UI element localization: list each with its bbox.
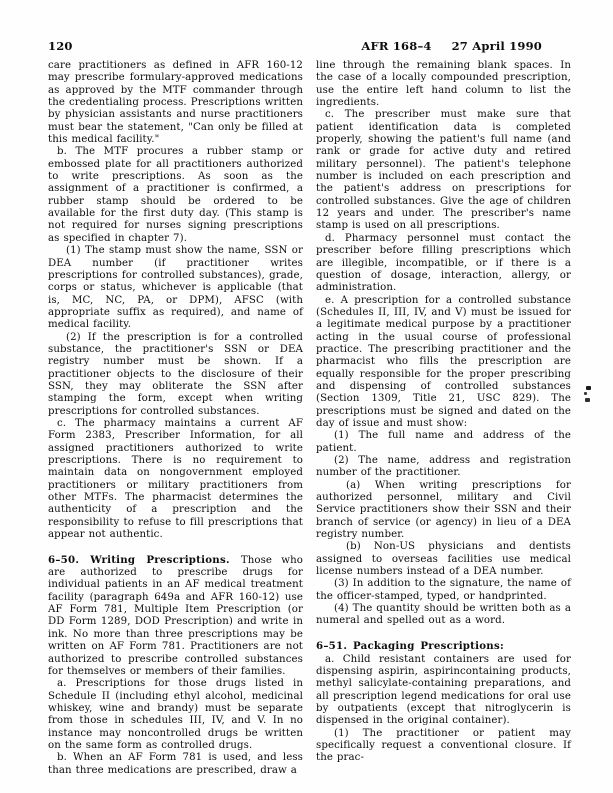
paragraph: c. The prescriber must make sure that patient identification data is completed properly, showing the patient's full name (and rank or grade for active duty and retired military personnel). The patient's telephone number is included on each prescription and the patient's address on prescriptions for controlled substances. Give the age of children 12 years and under. The prescriber's name stamp is used on all prescriptions.	[316, 109, 571, 232]
paragraph: c. The pharmacy maintains a current AF Form 2383, Prescriber Information, for all assigned practitioners authorized to write prescriptions. There is no requirement to maintain data on nongovernment employed practitioners or military practitioners from other MTFs. The pharmacist determines the authenticity of a prescription and the responsibility to refuse to fill prescriptions that appear not authentic.	[48, 417, 303, 541]
paragraph: (1) The practitioner or patient may specifically request a conventional closure. If the prac-	[316, 727, 571, 764]
paragraph: (4) The quantity should be written both as a numeral and spelled out as a word.	[316, 603, 571, 627]
ink-blot	[584, 392, 587, 395]
paragraph: (1) The full name and address of the patient.	[316, 430, 571, 454]
section-paragraph: 6–50. Writing Prescriptions. Those who are authorized to prescribe drugs for individual patients in an AF medical treatment facility (paragraph 649a and AFR 160-12) use AF Form 781, Multiple Item Prescription (or DD Form 1289, DOD Prescription) and write in ink. No more than three prescriptions may be written on AF Form 781. Practitioners are not authorized to prescribe controlled substances for themselves or members of their families.	[48, 553, 303, 677]
regulation-number: AFR 168–4	[361, 39, 432, 53]
paragraph: care practitioners as defined in AFR 160-12 may prescribe formulary-approved medications as approved by the MTF commander through the credentialing process. Prescriptions written by physician assistants and nurse practitioners must bear the statement, "Can only be filled at this medical facility."	[48, 60, 303, 146]
two-column-body	[48, 60, 571, 777]
page-number: 120	[48, 39, 73, 53]
ink-smudge-artifact	[584, 386, 592, 408]
paragraph: e. A prescription for a controlled substance (Schedules II, III, IV, and V) must be issued for a legitimate medical purpose by a practitioner acting in the usual course of professional practice. The prescribing practitioner and the pharmacist who fills the prescription are equally responsible for the proper prescribing and dispensing of controlled substances (Section 1309, Title 21, USC 829). The prescriptions must be signed and dated on the day of issue and must show:	[316, 294, 571, 429]
right-column	[316, 60, 571, 777]
paragraph: b. The MTF procures a rubber stamp or embossed plate for all practitioners authorized to write prescriptions. As soon as the assignment of a practitioner is confirmed, a rubber stamp should be ordered to be available for the first duty day. (This stamp is not required for nurses signing prescriptions as specified in chapter 7).	[48, 146, 303, 244]
paragraph: d. Pharmacy personnel must contact the prescriber before filling prescriptions which are illegible, incompatible, or if there is a question of dosage, interaction, allergy, or administration.	[316, 232, 571, 294]
paragraph: a. Prescriptions for those drugs listed in Schedule II (including ethyl alcohol, medicinal whiskey, wine and brandy) must be separate from those in schedules III, IV, and V. In no instance may noncontrolled drugs be written on the same form as controlled drugs.	[48, 678, 303, 751]
section-heading-label: 6–51. Packaging Prescriptions:	[316, 640, 504, 653]
paragraph: (b) Non-US physicians and dentists assigned to overseas facilities use medical license numbers instead of a DEA number.	[316, 541, 571, 578]
paragraph: (2) The name, address and registration number of the practitioner.	[316, 455, 571, 479]
ink-blot	[586, 386, 591, 390]
running-header	[48, 39, 571, 53]
paragraph: a. Child resistant containers are used for dispensing aspirin, aspirincontaining products, methyl salicylate-containing preparations, and all prescription legend medications for oral use by outpatients (except that nitroglycerin is dispensed in the original container).	[316, 653, 571, 727]
section-heading-label: 6–50. Writing Prescriptions.	[48, 553, 241, 566]
paragraph: (a) When writing prescriptions for authorized personnel, military and Civil Service practitioners show their SSN and their branch of service (or agency) in lieu of a DEA registry number.	[316, 479, 571, 541]
left-column	[48, 60, 303, 777]
ink-blot	[585, 398, 590, 402]
header-right-group	[361, 39, 571, 53]
regulation-date: 27 April 1990	[451, 39, 542, 53]
paragraph: (3) In addition to the signature, the name of the officer-stamped, typed, or handprinted.	[316, 578, 571, 602]
paragraph: (2) If the prescription is for a controlled substance, the practitioner's SSN or DEA registry number must be shown. If a practitioner objects to the disclosure of their SSN, they may obliterate the SSN after stamping the form, except when writing prescriptions for controlled substances.	[48, 331, 303, 417]
section-paragraph	[316, 640, 571, 653]
paragraph: line through the remaining blank spaces. In the case of a locally compounded prescription, use the entire left hand column to list the ingredients.	[316, 60, 571, 109]
paragraph: b. When an AF Form 781 is used, and less than three medications are prescribed, draw a	[48, 752, 303, 776]
paragraph: (1) The stamp must show the name, SSN or DEA number (if practitioner writes prescriptions for controlled substances), grade, corps or status, whichever is applicable (that is, MC, NC, PA, or DPM), AFSC (with appropriate suffix as required), and name of medical facility.	[48, 245, 303, 331]
